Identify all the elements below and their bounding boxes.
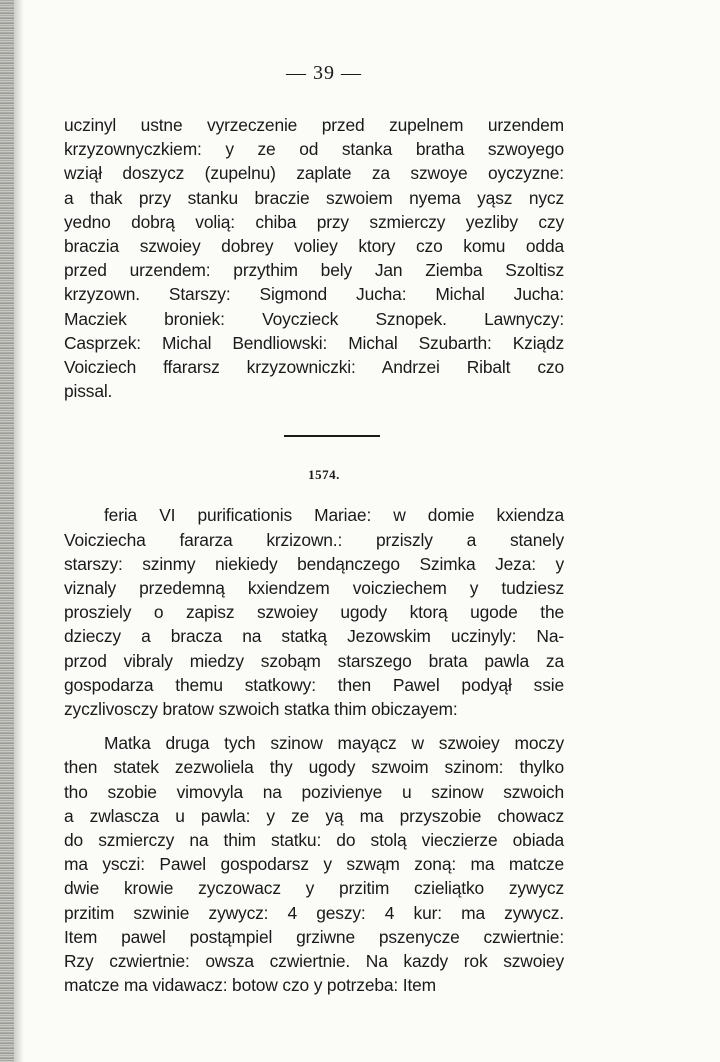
text-line: dwie krowie zyczowacz y przitim czieliątko zywycz	[64, 878, 564, 899]
text-line: then statek zezwoliela thy ugody szwoim szinom: thylko	[64, 757, 564, 778]
scan-edge-shadow	[0, 0, 14, 1062]
paragraph-2	[64, 503, 564, 721]
text-line: Casprzek: Michal Bendliowski: Michal Szubarth: Kziądz	[64, 332, 564, 353]
document-page	[64, 62, 564, 998]
text-line: Macziek broniek: Voyczieck Sznopek. Lawnyczy:	[64, 308, 564, 329]
text-line: krzyzownyczkiem: y ze od stanka bratha szwoyego	[64, 139, 564, 160]
text-line: pissal.	[64, 381, 113, 402]
text-line: krzyzown. Starszy: Sigmond Jucha: Michal Jucha:	[64, 284, 564, 305]
text-line: wziął doszycz (zupelnu) zaplate za szwoye oyczyzne:	[64, 163, 564, 184]
text-line: Rzy czwiertnie: owsza czwiertnie. Na kazdy rok szwoiey	[64, 951, 564, 972]
section-divider	[284, 435, 380, 437]
text-line: Voicziecha fararza krzizown.: prziszly a stanely	[64, 529, 564, 550]
text-line: matcze ma vidawacz: botow czo y potrzeba: Item	[64, 975, 436, 996]
text-line: przod vibraly miedzy szobąm starszego brata pawla za	[64, 650, 564, 671]
text-line: Matka druga tych szinow mayącz w szwoiey moczy	[104, 733, 564, 754]
text-line: tho szobie vimovyla na pozivienye u szinow szwoich	[64, 781, 564, 802]
text-line: do szmierczy na thim statku: do stolą vieczierze obiada	[64, 830, 564, 851]
page-number: — 39 —	[286, 62, 362, 84]
text-line: zyczlivosczy bratow szwoich statka thim obiczayem:	[64, 699, 458, 720]
text-line: Item pawel postąmpiel grziwne pszenycze czwiertnie:	[64, 926, 564, 947]
text-line: uczinyl ustne vyrzeczenie przed zupelnem urzendem	[64, 115, 564, 135]
paragraph-3	[64, 731, 564, 997]
scan-edge-gradient	[14, 0, 24, 1062]
text-line: przitim szwinie zywycz: 4 geszy: 4 kur: ma zywycz.	[64, 902, 564, 923]
text-line: braczia szwoiey dobrey voliey ktory czo komu odda	[64, 236, 564, 257]
text-line: przed urzendem: przythim bely Jan Ziemba Szoltisz	[64, 260, 564, 281]
text-line: yedno dobrą volią: chiba przy szmierczy yezliby czy	[64, 211, 564, 232]
text-line: viznaly przedemną kxiendzem voicziechem y tudziesz	[64, 578, 564, 599]
text-line: Voicziech ffararsz krzyzowniczki: Andrzei Ribalt czo	[64, 357, 564, 378]
text-line: gospodarza themu statkowy: then Pawel podyął ssie	[64, 674, 564, 695]
text-line: a zwlascza u pawla: y ze yą ma przyszobie chowacz	[64, 805, 564, 826]
text-line: feria VI purificationis Mariae: w domie kxiendza	[104, 505, 564, 526]
text-line: ma ysczi: Pawel gospodarsz y szwąm zoną: ma matcze	[64, 854, 564, 875]
text-line: a thak przy stanku braczie szwoiem nyema yąsz nycz	[64, 187, 564, 208]
text-line: starszy: szinmy niekiedy bendąnczego Szimka Jeza: y	[64, 553, 564, 574]
paragraph-1	[64, 113, 564, 403]
text-line: prosziely o zapisz szwoiey ugody ktorą ugode the	[64, 602, 564, 623]
text-line: dzieczy a bracza na statką Jezowskim uczinyly: Na-	[64, 626, 564, 647]
year-heading: 1574.	[308, 467, 340, 483]
